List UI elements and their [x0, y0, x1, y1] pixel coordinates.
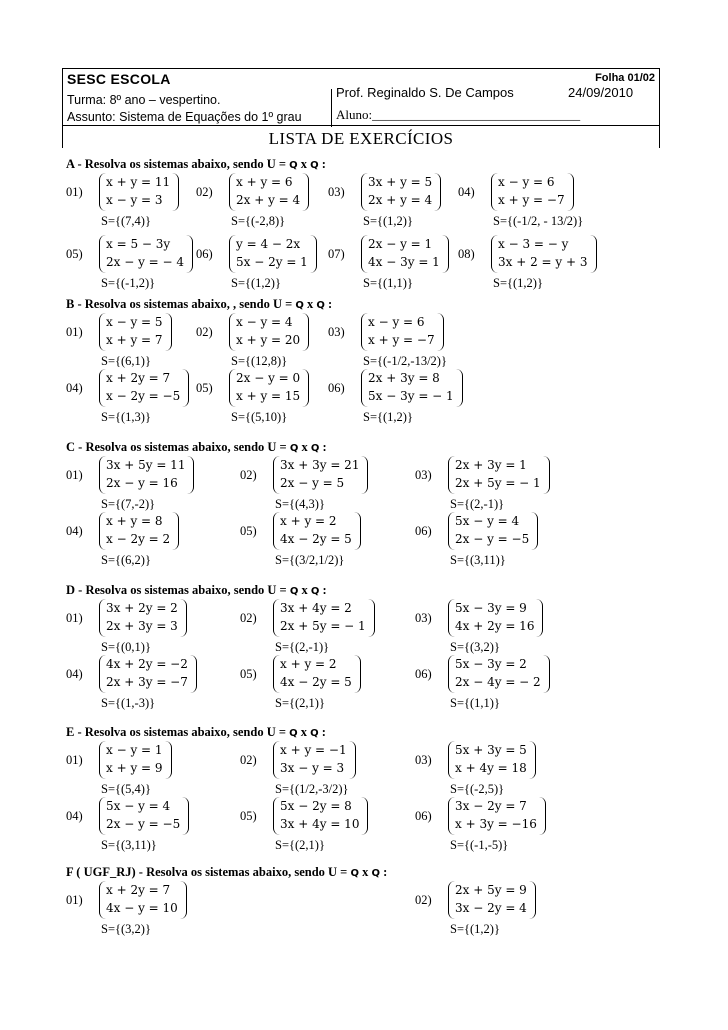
equation: 2x + 3y = −7: [106, 675, 188, 689]
equation: 5x + 3y = 5: [455, 743, 527, 757]
solution-set: S={(-2,8)}: [231, 214, 286, 228]
equation: x − 3 = − y: [498, 237, 569, 251]
equation: 5x − 3y = 9: [455, 601, 527, 615]
page-title: LISTA DE EXERCÍCIOS: [268, 129, 454, 148]
section-title-text: :: [319, 440, 327, 454]
equation: x − y = 3: [106, 193, 163, 207]
solution-set: S={(3,2)}: [101, 922, 151, 936]
solution-set: S={(1/2,-3/2)}: [275, 782, 349, 796]
equation: 2x − y = 5: [280, 476, 345, 490]
solution-set: S={(2,1)}: [275, 696, 325, 710]
equation: x − 2y = −5: [106, 389, 181, 403]
equation: 2x − y = − 4: [106, 255, 185, 269]
equation-system: [229, 313, 309, 351]
exercise-number: 01): [66, 893, 83, 907]
equation-system: [99, 881, 187, 919]
solution-set: S={(1,1)}: [363, 276, 413, 290]
solution-set: S={(2,-1)}: [275, 640, 330, 654]
exercise-number: 05): [240, 809, 257, 823]
equation: x − y = 1: [106, 743, 163, 757]
section-title-text: B - Resolva os sistemas abaixo, , sendo U =: [66, 297, 296, 311]
equation-system: [361, 369, 463, 407]
exercise-number: 04): [66, 809, 83, 823]
equation: x + y = 7: [106, 333, 163, 347]
section-title-text: C - Resolva os sistemas abaixo, sendo U =: [66, 440, 290, 454]
section-title-text: :: [318, 157, 326, 171]
exercise-number: 01): [66, 325, 83, 339]
equation: x + y = 2: [280, 657, 337, 671]
equation: 3x + 4y = 10: [280, 817, 360, 831]
equation-system: [448, 456, 550, 494]
exercise-number: 07): [328, 247, 345, 261]
section-title-text: :: [319, 583, 327, 597]
equation: 2x − 4y = − 2: [455, 675, 541, 689]
equation: 2x − y = −5: [455, 532, 530, 546]
equation-system: [273, 741, 356, 779]
solution-set: S={(6,2)}: [101, 553, 151, 567]
equation: 4x − 3y = 1: [368, 255, 440, 269]
solution-set: S={(4,3)}: [275, 497, 325, 511]
section-title-text: x: [303, 297, 317, 311]
solution-set: S={(6,1)}: [101, 354, 151, 368]
exercise-number: 03): [415, 611, 432, 625]
solution-set: S={(1,2)}: [450, 922, 500, 936]
solution-set: S={(7,4)}: [101, 214, 151, 228]
equation: y = 4 − 2x: [236, 237, 301, 251]
equation-system: [229, 235, 317, 273]
equation: 3x − 2y = 4: [455, 901, 527, 915]
equation: 2x + 5y = 9: [455, 883, 527, 897]
equation-system: [99, 797, 189, 835]
rational-set-symbol: Q: [289, 160, 298, 171]
solution-set: S={(-1,-5)}: [450, 838, 509, 852]
solution-set: S={(-1/2,-13/2)}: [363, 354, 447, 368]
rational-set-symbol: Q: [289, 586, 299, 597]
equation-system: [99, 173, 179, 211]
equation-system: [491, 235, 597, 273]
equation: x − y = 5: [106, 315, 163, 329]
equation: 2x + 5y = − 1: [455, 476, 541, 490]
header-divider: [331, 89, 332, 127]
solution-set: S={(5,10)}: [231, 410, 288, 424]
exercise-number: 02): [240, 753, 257, 767]
equation-system: [99, 655, 197, 693]
equation: 2x + 3y = 1: [455, 458, 527, 472]
solution-set: S={(3,11)}: [450, 553, 506, 567]
equation: 5x − 3y = 2: [455, 657, 527, 671]
equation: 2x + 3y = 3: [106, 619, 178, 633]
section-title: [66, 157, 326, 172]
equation-system: [448, 599, 543, 637]
equation: x + y = −7: [368, 333, 435, 347]
exercise-number: 02): [196, 325, 213, 339]
equation: 4x − 2y = 5: [280, 532, 352, 546]
exercise-number: 06): [415, 524, 432, 538]
teacher-name: Prof. Reginaldo S. De Campos: [336, 85, 514, 100]
equation-system: [99, 741, 172, 779]
class-line: Turma: 8º ano – vespertino.: [67, 93, 221, 107]
exercise-number: 01): [66, 753, 83, 767]
equation: x + y = 9: [106, 761, 163, 775]
solution-set: S={(-2,5)}: [450, 782, 505, 796]
equation-system: [273, 599, 375, 637]
solution-set: S={(1,2)}: [363, 214, 413, 228]
equation-system: [99, 599, 187, 637]
equation-system: [273, 797, 368, 835]
equation: x − y = 6: [498, 175, 555, 189]
exercise-number: 05): [196, 381, 213, 395]
exercise-number: 01): [66, 468, 83, 482]
equation: 3x + 3y = 21: [280, 458, 360, 472]
solution-set: S={(3,11)}: [101, 838, 157, 852]
exercise-number: 02): [240, 611, 257, 625]
solution-set: S={(1,2)}: [363, 410, 413, 424]
solution-set: S={(-1/2, - 13/2)}: [493, 214, 584, 228]
equation-system: [99, 313, 172, 351]
equation: 3x − 2y = 7: [455, 799, 527, 813]
exercise-number: 05): [66, 247, 83, 261]
section-title: [66, 583, 327, 598]
equation: 5x − 3y = − 1: [368, 389, 454, 403]
exercise-number: 03): [328, 325, 345, 339]
solution-set: S={(-1,2)}: [101, 276, 156, 290]
solution-set: S={(3/2,1/2)}: [275, 553, 345, 567]
exercise-number: 03): [415, 468, 432, 482]
section-title: [66, 297, 332, 312]
equation: 4x + 2y = −2: [106, 657, 188, 671]
section-title-text: x: [298, 440, 311, 454]
equation: x − y = 6: [368, 315, 425, 329]
school-name: SESC ESCOLA: [67, 71, 171, 87]
equation: x + y = −7: [498, 193, 565, 207]
exercise-number: 04): [458, 185, 475, 199]
equation: 3x + 4y = 2: [280, 601, 352, 615]
equation-system: [99, 369, 189, 407]
equation-system: [361, 173, 441, 211]
equation: x + y = 6: [236, 175, 293, 189]
equation: x + y = 15: [236, 389, 301, 403]
equation-system: [448, 797, 546, 835]
solution-set: S={(1,1)}: [450, 696, 500, 710]
rational-set-symbol: Q: [295, 300, 304, 311]
equation: 3x + 2 = y + 3: [498, 255, 588, 269]
section-title-text: D - Resolva os sistemas abaixo, sendo U =: [66, 583, 290, 597]
exercise-number: 04): [66, 524, 83, 538]
equation-system: [99, 512, 179, 550]
section-title-text: :: [324, 297, 333, 311]
equation: 3x − y = 3: [280, 761, 345, 775]
header-box: [62, 68, 660, 126]
exercise-number: 02): [415, 893, 432, 907]
equation: 2x + y = 4: [368, 193, 433, 207]
equation: 4x − 2y = 5: [280, 675, 352, 689]
exercise-number: 06): [328, 381, 345, 395]
solution-set: S={(12,8)}: [231, 354, 288, 368]
exercise-number: 06): [415, 809, 432, 823]
equation-system: [448, 512, 538, 550]
rational-set-symbol: Q: [310, 586, 320, 597]
exercise-number: 08): [458, 247, 475, 261]
equation: 5x − 2y = 8: [280, 799, 352, 813]
equation: 5x − y = 4: [106, 799, 171, 813]
equation: x + 3y = −16: [455, 817, 537, 831]
exercise-number: 03): [328, 185, 345, 199]
exercise-number: 01): [66, 185, 83, 199]
equation: x + y = 11: [106, 175, 171, 189]
equation: x + 2y = 7: [106, 371, 171, 385]
section-title-text: x: [298, 583, 311, 597]
equation: 2x − y = 16: [106, 476, 178, 490]
equation-system: [229, 369, 309, 407]
equation: 4x − y = 10: [106, 901, 178, 915]
rational-set-symbol: Q: [289, 443, 299, 454]
equation: x + y = 2: [280, 514, 337, 528]
equation: x + y = 20: [236, 333, 301, 347]
equation-system: [99, 235, 193, 273]
equation: x + y = 8: [106, 514, 163, 528]
subject-line: Assunto: Sistema de Equações do 1º grau: [67, 110, 302, 124]
equation-system: [273, 655, 361, 693]
equation: 2x + y = 4: [236, 193, 301, 207]
section-title: [66, 440, 327, 455]
solution-set: S={(5,4)}: [101, 782, 151, 796]
solution-set: S={(7,-2)}: [101, 497, 156, 511]
equation-system: [361, 313, 444, 351]
equation: x + 2y = 7: [106, 883, 171, 897]
equation: 2x − y = −5: [106, 817, 181, 831]
rational-set-symbol: Q: [371, 868, 380, 879]
solution-set: S={(1,2)}: [231, 276, 281, 290]
rational-set-symbol: Q: [289, 728, 298, 739]
section-title: [66, 865, 387, 880]
sheet-number: Folha 01/02: [595, 72, 655, 84]
rational-set-symbol: Q: [310, 160, 319, 171]
exercise-number: 04): [66, 667, 83, 681]
equation: 2x + 3y = 8: [368, 371, 440, 385]
equation-system: [448, 881, 536, 919]
title-box: [62, 126, 660, 148]
equation-system: [448, 655, 550, 693]
equation-system: [491, 173, 574, 211]
rational-set-symbol: Q: [310, 728, 319, 739]
exercise-number: 05): [240, 667, 257, 681]
section-title-text: x: [297, 157, 311, 171]
section-title-text: F ( UGF_RJ) - Resolva os sistemas abaixo, sendo U =: [66, 865, 351, 879]
equation: x + y = −1: [280, 743, 347, 757]
solution-set: S={(1,2)}: [493, 276, 543, 290]
date: 24/09/2010: [568, 85, 634, 100]
equation: 2x − y = 0: [236, 371, 301, 385]
rational-set-symbol: Q: [350, 868, 359, 879]
equation: x = 5 − 3y: [106, 237, 171, 251]
section-title: [66, 725, 326, 740]
section-title-text: A - Resolva os sistemas abaixo, sendo U =: [66, 157, 290, 171]
equation-system: [361, 235, 449, 273]
equation-system: [273, 456, 368, 494]
rational-set-symbol: Q: [316, 300, 325, 311]
student-field[interactable]: Aluno:________________________________: [336, 107, 581, 122]
exercise-number: 04): [66, 381, 83, 395]
equation: x − y = 4: [236, 315, 293, 329]
equation-system: [273, 512, 361, 550]
exercise-number: 05): [240, 524, 257, 538]
solution-set: S={(1,-3)}: [101, 696, 156, 710]
solution-set: S={(2,-1)}: [450, 497, 505, 511]
exercise-number: 03): [415, 753, 432, 767]
equation: 4x + 2y = 16: [455, 619, 535, 633]
equation: 5x − y = 4: [455, 514, 520, 528]
equation: 2x − y = 1: [368, 237, 433, 251]
exercise-number: 06): [196, 247, 213, 261]
solution-set: S={(1,3)}: [101, 410, 151, 424]
equation: 3x + 5y = 11: [106, 458, 186, 472]
equation-system: [229, 173, 309, 211]
equation: x + 4y = 18: [455, 761, 527, 775]
solution-set: S={(2,1)}: [275, 838, 325, 852]
equation-system: [99, 456, 194, 494]
solution-set: S={(0,1)}: [101, 640, 151, 654]
section-title-text: :: [318, 725, 326, 739]
exercise-number: 01): [66, 611, 83, 625]
equation: 3x + 2y = 2: [106, 601, 178, 615]
section-title-text: x: [358, 865, 372, 879]
exercise-number: 06): [415, 667, 432, 681]
rational-set-symbol: Q: [310, 443, 320, 454]
section-title-text: :: [379, 865, 388, 879]
section-title-text: E - Resolva os sistemas abaixo, sendo U =: [66, 725, 290, 739]
solution-set: S={(3,2)}: [450, 640, 500, 654]
section-title-text: x: [297, 725, 311, 739]
equation: x − 2y = 2: [106, 532, 171, 546]
exercise-number: 02): [240, 468, 257, 482]
equation-system: [448, 741, 536, 779]
exercise-number: 02): [196, 185, 213, 199]
equation: 5x − 2y = 1: [236, 255, 308, 269]
equation: 2x + 5y = − 1: [280, 619, 366, 633]
equation: 3x + y = 5: [368, 175, 433, 189]
